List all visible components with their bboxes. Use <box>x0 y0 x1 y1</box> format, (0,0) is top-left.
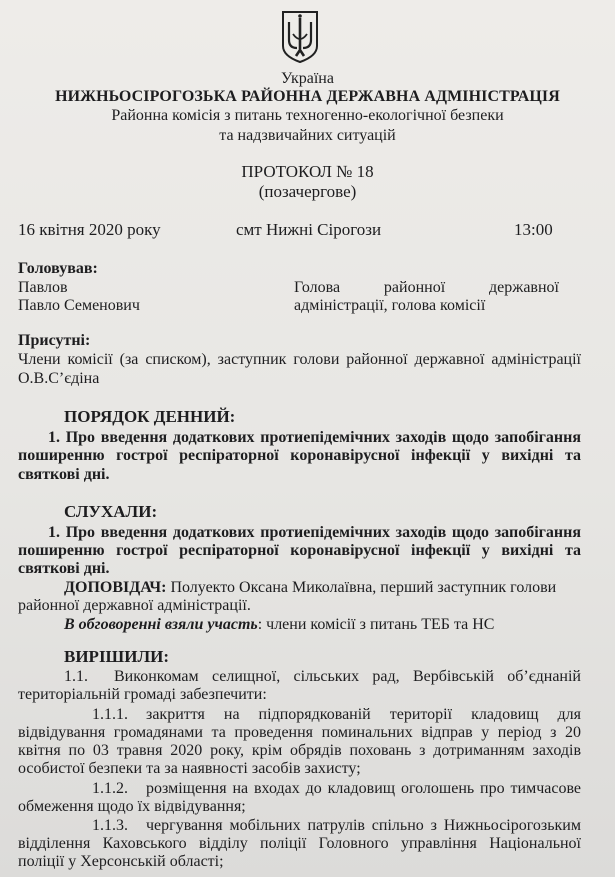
speaker-label: ДОПОВІДАЧ: <box>64 579 167 596</box>
present-line-2: О.В.С’єдіна <box>18 370 100 387</box>
protocol-time: 13:00 <box>514 220 553 239</box>
speaker-name: Полуекто Оксана Миколаївна, перший заступник голови <box>170 579 557 596</box>
chair-position-word: Голова <box>294 279 341 296</box>
commission-line-1: Районна комісія з питань техногенно-екологічної безпеки <box>111 107 504 124</box>
point-1-1-3-line-2: відділення Каховського відділу поліції Головного управління Національної <box>18 835 581 852</box>
present-line-1: Члени комісії (за списком), заступник голови районної державної адміністрації <box>18 351 581 368</box>
heard-heading: СЛУХАЛИ: <box>64 502 158 521</box>
discussion-label: В обговоренні взяли участь <box>64 616 258 633</box>
point-1-1-1-line-1: закриття на підпорядкованій території кладовищ для <box>146 706 581 723</box>
agenda-item-line-1: 1. Про введення додаткових протиепідемічних заходів щодо запобігання <box>48 429 581 446</box>
chair-position-line-2: адміністрації, голова комісії <box>294 297 486 314</box>
speaker-line-2: районної державної адміністрації. <box>18 597 251 614</box>
agenda-heading: ПОРЯДОК ДЕННИЙ: <box>64 407 236 426</box>
chair-position-line-1 <box>294 279 559 297</box>
point-1-1-3-line-1: чергування мобільних патрулів спільно з Нижньосірогозьким <box>146 817 581 834</box>
agenda-item-line-2: поширенню гострої респіраторної коронавірусної інфекції у вихідні та <box>18 447 581 464</box>
point-1-1-1-line-2: відвідування громадянами та проведення поминальних відправ у період з 20 <box>18 724 581 741</box>
chair-surname: Павлов <box>18 279 68 296</box>
discussion-line <box>64 616 494 634</box>
country-name: Україна <box>281 70 334 87</box>
point-1-1-2-number: 1.1.2. <box>92 780 128 797</box>
decided-heading: ВИРІШИЛИ: <box>64 647 170 666</box>
chair-name: Павло Семенович <box>18 297 140 314</box>
protocol-place: смт Нижні Сірогози <box>236 220 382 239</box>
heard-item-line-2: поширенню гострої респіраторної коронавірусної інфекції у вихідні та <box>18 542 581 559</box>
point-1-1-1-line-4: особистої безпеки та за наявності засобів захисту; <box>18 760 361 777</box>
heard-item-line-1: 1. Про введення додаткових протиепідемічних заходів щодо запобігання <box>48 524 581 541</box>
point-1-1-1-line-3: квітня по 03 травня 2020 року, крім обрядів поховань з дотриманням заходів <box>18 742 581 759</box>
protocol-date: 16 квітня 2020 року <box>18 220 161 239</box>
protocol-subtitle: (позачергове) <box>258 182 357 201</box>
point-1-1-1-number: 1.1.1. <box>92 706 128 723</box>
point-1-1-number: 1.1. <box>64 668 88 685</box>
speaker-line-1 <box>64 579 556 597</box>
chair-heading: Головував: <box>18 260 98 277</box>
point-1-1-2-line-1: розміщення на входах до кладовищ оголошень про тимчасове <box>146 780 581 797</box>
heard-item-line-3: святкові дні. <box>18 560 110 577</box>
present-heading: Присутні: <box>18 332 91 349</box>
administration-name: НИЖНЬОСІРОГОЗЬКА РАЙОННА ДЕРЖАВНА АДМІНІСТРАЦІЯ <box>55 88 560 105</box>
chair-position-word: державної <box>489 279 559 296</box>
trident-emblem-icon <box>281 10 319 64</box>
point-1-1-3-number: 1.1.3. <box>92 817 128 834</box>
protocol-title: ПРОТОКОЛ № 18 <box>241 162 374 181</box>
point-1-1-line-1: Виконкомам селищної, сільських рад, Вербівській об’єднаній <box>114 668 581 685</box>
chair-position-word: районної <box>383 279 446 296</box>
point-1-1-line-2: територіальній громаді забезпечити: <box>18 686 267 703</box>
discussion-text: : члени комісії з питань ТЕБ та НС <box>257 616 495 633</box>
point-1-1-2-line-2: обмеження щодо їх відвідування; <box>18 798 246 815</box>
agenda-item-line-3: святкові дні. <box>18 466 110 483</box>
commission-line-2: та надзвичайних ситуацій <box>219 127 396 144</box>
point-1-1-3-line-3: поліції у Херсонській області; <box>18 853 224 870</box>
